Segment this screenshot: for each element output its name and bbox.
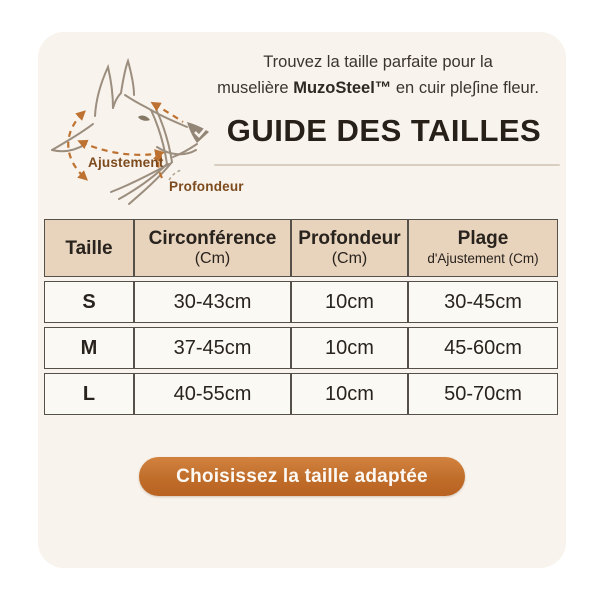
- col-header-plage-label: Plage: [457, 228, 509, 249]
- col-header-profondeur: [291, 219, 408, 277]
- table-row-l: [44, 373, 558, 415]
- col-header-circonference-unit: (Cm): [194, 250, 231, 267]
- cell-size-s: S: [44, 281, 134, 323]
- intro-line-1: Trouvez la taille parfaite pour la: [263, 53, 493, 71]
- size-table: [44, 215, 558, 419]
- col-header-profondeur-label: Profondeur: [298, 228, 401, 249]
- intro-line-2-suffix: en cuir ple∫ine fleur.: [391, 79, 539, 97]
- brand-name: MuzoSteel™: [293, 79, 392, 97]
- col-header-circonference: [134, 219, 291, 277]
- cell-circumference-m: 37-45cm: [134, 327, 291, 369]
- col-header-circonference-label: Circonférence: [148, 228, 277, 249]
- col-header-taille: [44, 219, 134, 277]
- col-header-plage: [408, 219, 558, 277]
- cell-adjustment-l: 50-70cm: [408, 373, 558, 415]
- col-header-plage-unit: d'Ajustement (Cm): [427, 251, 539, 266]
- cell-adjustment-s: 30-45cm: [408, 281, 558, 323]
- table-row-s: [44, 281, 558, 323]
- choose-size-button[interactable]: Choisissez la taille adaptée: [139, 457, 465, 496]
- intro-line-2: [188, 75, 568, 101]
- cell-depth-m: 10cm: [291, 327, 408, 369]
- col-header-taille-label: Taille: [65, 237, 113, 259]
- cell-circumference-s: 30-43cm: [134, 281, 291, 323]
- col-header-profondeur-unit: (Cm): [331, 250, 368, 267]
- intro-text: [188, 49, 568, 101]
- cell-circumference-l: 40-55cm: [134, 373, 291, 415]
- circumference-arrow: [81, 142, 161, 155]
- cell-size-l: L: [44, 373, 134, 415]
- table-header-row: [44, 219, 558, 277]
- title-divider: [214, 164, 560, 166]
- cell-adjustment-m: 45-60cm: [408, 327, 558, 369]
- cell-depth-s: 10cm: [291, 281, 408, 323]
- page-title: GUIDE DES TAILLES: [226, 113, 542, 148]
- profondeur-label: Profondeur: [169, 179, 244, 194]
- table-row-m: [44, 327, 558, 369]
- cell-depth-l: 10cm: [291, 373, 408, 415]
- size-guide-card: [38, 32, 566, 568]
- dog-eye: [138, 116, 150, 121]
- cell-size-m: M: [44, 327, 134, 369]
- ajustement-label: Ajustement: [88, 155, 164, 170]
- intro-line-2-prefix: muselière: [217, 79, 294, 97]
